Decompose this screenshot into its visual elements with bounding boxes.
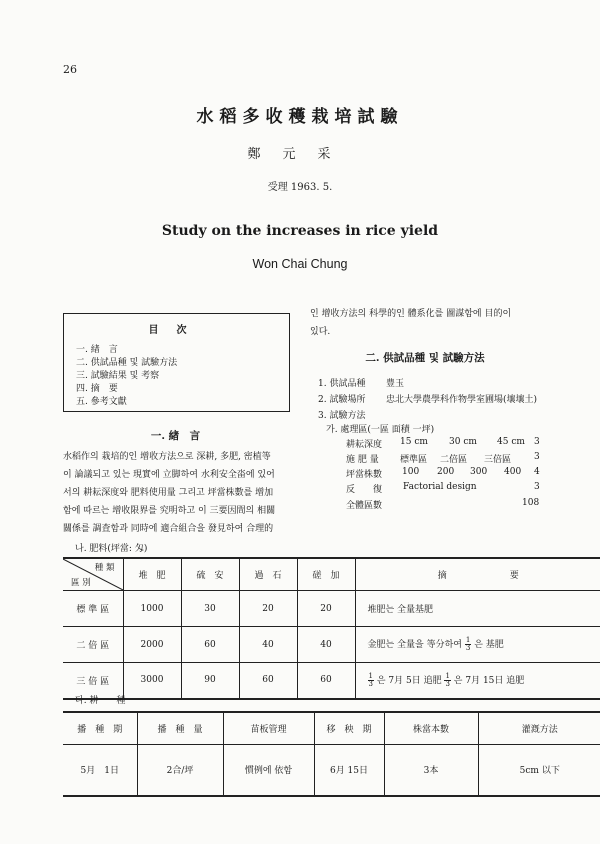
treatment-level: 三倍區: [484, 455, 512, 465]
row-label: 標 準 區: [63, 591, 123, 627]
received-date: 受理 1963. 5.: [267, 182, 333, 193]
column-header: 灌漑方法: [478, 712, 600, 744]
title-english: Study on the increases in rice yield: [161, 223, 439, 239]
body-line: 關係를 調査함과 同時에 適合組合을 發見하여 合理的: [63, 524, 274, 534]
treatment-level: 300: [470, 467, 488, 477]
author-english: Won Chai Chung: [252, 257, 348, 271]
table-cell: 2合/坪: [137, 744, 223, 796]
table-row: [63, 663, 600, 699]
treatment-name: 反 復: [346, 485, 383, 495]
table-cell: 6月 15日: [314, 744, 384, 796]
table-note: [355, 663, 600, 699]
row-label: 三 倍 區: [63, 663, 123, 699]
table-cell: 30: [181, 591, 239, 627]
table-cell: 60: [297, 663, 355, 699]
table-cell: 60: [181, 627, 239, 663]
column-header: 苗板管理: [223, 712, 314, 744]
section-heading-introduction: 一. 緖 言: [150, 430, 201, 442]
column-header: 過 石: [239, 558, 297, 591]
author-korean: 鄭元采: [247, 147, 353, 162]
body-line: 함에 따르는 增收限界를 究明하고 이 三要因間의 相關: [63, 506, 276, 516]
column-header: 播 種 量: [137, 712, 223, 744]
toc-title: 目次: [148, 325, 205, 336]
body-line: 인 增收方法의 科學的인 體系化를 圖謀함에 目的이: [310, 309, 512, 319]
table-cell: 5月 1日: [63, 744, 137, 796]
treatment-level: 45 cm: [497, 437, 525, 447]
column-header: 堆 肥: [123, 558, 181, 591]
sub-item-heading: 가. 處理區(一區 面積 一坪): [326, 425, 435, 435]
corner-header: [63, 558, 123, 591]
treatment-count: 3: [534, 452, 540, 462]
table-cell: 5cm 以下: [478, 744, 600, 796]
fraction-numerator: 1: [368, 671, 373, 680]
corner-bottom-label: 區 別: [71, 578, 91, 588]
list-item-value: 豊玉: [386, 379, 405, 389]
toc-item: 五. 參考文獻: [76, 397, 127, 407]
table-note: 堆肥는 全量基肥: [355, 591, 600, 627]
table-cell: 40: [297, 627, 355, 663]
body-line: 이 論議되고 있는 現實에 立脚하여 水利安全畓에 있어: [63, 470, 275, 480]
list-item-label: 1. 供試品種: [318, 379, 366, 389]
treatment-level: 15 cm: [400, 437, 428, 447]
column-header: 播 種 期: [63, 712, 137, 744]
table-cell: 3本: [384, 744, 478, 796]
note-text: 金肥는 全量을 等分하여: [367, 640, 462, 650]
treatment-name: 坪當株數: [346, 470, 383, 480]
note-text: 은 7月 5日 追肥: [376, 675, 442, 686]
list-item-label: 2. 試驗場所: [318, 395, 366, 405]
column-header: 磋 加: [297, 558, 355, 591]
body-line: 서의 耕耘深度와 肥料使用量 그리고 坪當株數를 增加: [63, 488, 274, 498]
row-label: 二 倍 區: [63, 627, 123, 663]
fertilizer-table: [63, 557, 600, 700]
table-cell: 90: [181, 663, 239, 699]
total-value: 108: [522, 498, 540, 508]
treatment-level: 標準區: [400, 455, 428, 465]
toc-item: 二. 供試品種 및 試驗方法: [76, 358, 178, 368]
table-cell: 慣例에 依함: [223, 744, 314, 796]
toc-item: 四. 摘 要: [76, 384, 118, 394]
treatment-level: 30 cm: [449, 437, 477, 447]
table-cell: 2000: [123, 627, 181, 663]
note-text: 은 基肥: [474, 640, 504, 650]
note-text: 은 7月 15日 追肥: [453, 675, 525, 686]
toc-item: 三. 試驗結果 및 考察: [76, 371, 160, 381]
fraction-denominator: 3: [465, 644, 471, 652]
fraction: [444, 673, 450, 688]
fraction-numerator: 1: [465, 636, 471, 644]
table-cell: 40: [239, 627, 297, 663]
table-cell: 20: [297, 591, 355, 627]
corner-top-label: 種 類: [94, 563, 115, 573]
treatment-level: 100: [402, 467, 420, 477]
table-row: [63, 744, 600, 796]
treatment-level: 200: [437, 467, 455, 477]
cultivation-table: [63, 711, 600, 797]
column-header: 移 秧 期: [314, 712, 384, 744]
table-of-contents: [63, 313, 290, 412]
table-note: [355, 627, 600, 663]
fraction-denominator: 3: [445, 679, 450, 688]
treatment-count: 4: [534, 467, 540, 477]
fraction: [368, 673, 374, 688]
section-heading-methods: 二. 供試品種 및 試驗方法: [365, 352, 485, 364]
fraction-denominator: 3: [368, 679, 373, 688]
table-caption-fertilizer: 나. 肥料(坪當: 匁): [75, 544, 148, 554]
fraction-numerator: 1: [445, 671, 450, 680]
treatment-name: 施 肥 量: [346, 455, 379, 465]
toc-item: 一. 緖 言: [76, 345, 118, 355]
column-header: 硫 安: [181, 558, 239, 591]
column-header: 株當本數: [384, 712, 478, 744]
treatment-count: 3: [534, 437, 540, 447]
treatment-level: 400: [504, 467, 522, 477]
table-caption-cultivation: 다. 耕 種: [75, 696, 126, 706]
table-cell: 1000: [123, 591, 181, 627]
column-header: 摘 要: [355, 558, 600, 591]
treatment-level: Factorial design: [403, 482, 477, 492]
treatment-level: 二倍區: [440, 455, 468, 465]
body-line: 水稻作의 栽培的인 增收方法으로 深耕, 多肥, 密植等: [63, 452, 271, 462]
table-row: [63, 627, 600, 663]
title-korean: 水稻多收穫栽培試驗: [196, 107, 404, 127]
list-item-label: 3. 試驗方法: [318, 411, 366, 421]
total-label: 全體區數: [346, 501, 383, 511]
fraction: [465, 637, 471, 652]
list-item-value: 忠北大學農學科作物學室圃場(壤壤土): [386, 395, 538, 405]
body-line: 있다.: [310, 327, 331, 337]
table-cell: 20: [239, 591, 297, 627]
table-row: [63, 591, 600, 627]
table-cell: 3000: [123, 663, 181, 699]
page-number: 26: [63, 63, 77, 76]
treatment-name: 耕耘深度: [346, 440, 383, 450]
treatment-count: 3: [534, 482, 540, 492]
table-cell: 60: [239, 663, 297, 699]
